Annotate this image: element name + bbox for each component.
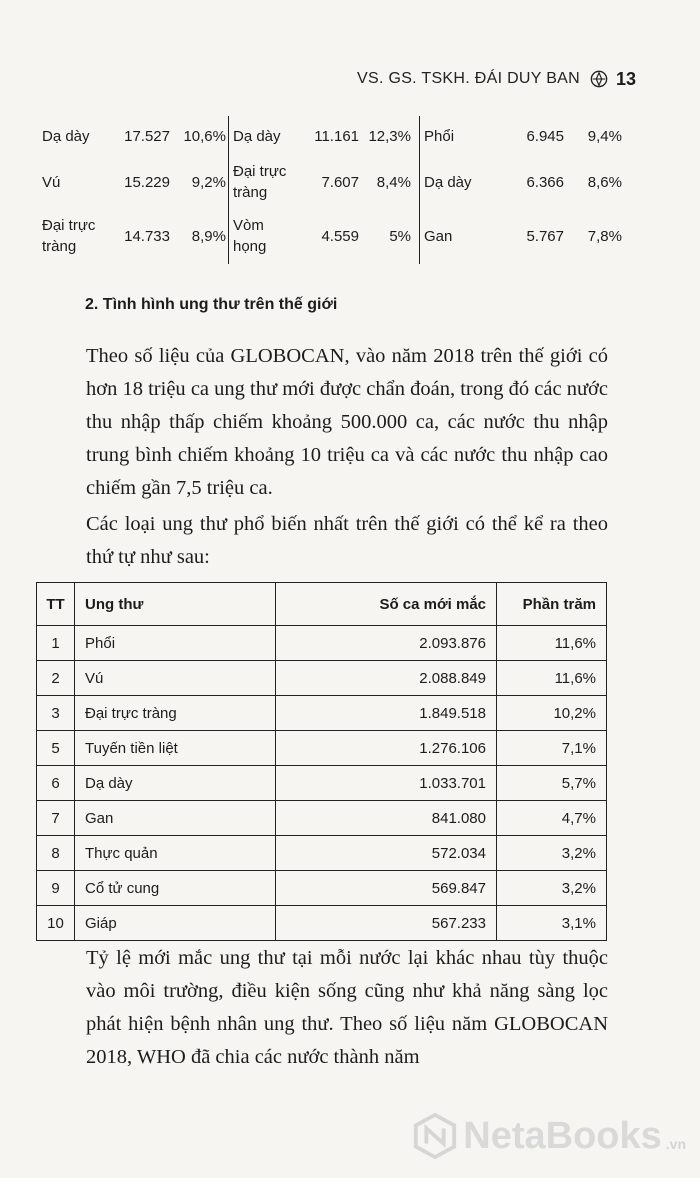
table-row xyxy=(37,801,607,836)
cell-name: Giáp xyxy=(75,906,276,941)
page-number: 13 xyxy=(616,69,637,89)
cell-pct: 8,9% xyxy=(191,227,226,245)
cell-tt: 7 xyxy=(37,801,75,836)
table-row xyxy=(42,116,638,156)
cell-name: Gan xyxy=(424,227,453,245)
watermark xyxy=(411,1112,686,1160)
cell-pct: 10,2% xyxy=(497,696,607,731)
cell-count: 1.033.701 xyxy=(276,766,497,801)
cell-count: 5.767 xyxy=(526,227,564,245)
cell-count: 567.233 xyxy=(276,906,497,941)
cell-tt: 8 xyxy=(37,836,75,871)
watermark-brand: NetaBooks xyxy=(463,1114,662,1157)
cell-tt: 6 xyxy=(37,766,75,801)
paragraph xyxy=(86,508,608,574)
regional-cancer-table xyxy=(42,116,638,264)
cell-pct: 5% xyxy=(389,227,411,245)
header-count: Số ca mới mắc xyxy=(276,583,497,626)
table-header-row xyxy=(37,583,607,626)
cell-pct: 8,4% xyxy=(376,173,411,191)
cell-tt: 3 xyxy=(37,696,75,731)
cell-pct: 5,7% xyxy=(497,766,607,801)
cell-name: Đại trực tràng xyxy=(233,163,287,201)
table-row xyxy=(42,208,638,264)
cell-pct: 11,6% xyxy=(497,626,607,661)
cell-count: 2.093.876 xyxy=(276,626,497,661)
table-row xyxy=(37,871,607,906)
paragraph xyxy=(86,340,608,505)
cell-pct: 4,7% xyxy=(497,801,607,836)
paragraph xyxy=(86,942,608,1074)
cell-pct: 12,3% xyxy=(368,127,411,145)
table-row xyxy=(37,661,607,696)
table-row xyxy=(37,836,607,871)
cell-pct: 3,2% xyxy=(497,871,607,906)
cell-name: Đại trực tràng xyxy=(42,217,96,255)
cell-count: 6.366 xyxy=(526,173,564,191)
cell-name: Vú xyxy=(75,661,276,696)
cell-count: 569.847 xyxy=(276,871,497,906)
cell-pct: 3,2% xyxy=(497,836,607,871)
cell-count: 572.034 xyxy=(276,836,497,871)
publisher-logo-icon xyxy=(590,70,608,88)
cell-tt: 9 xyxy=(37,871,75,906)
global-cancer-table xyxy=(36,582,607,941)
table-row xyxy=(37,766,607,801)
cell-count: 4.559 xyxy=(321,227,359,245)
cell-name: Dạ dày xyxy=(424,173,472,191)
running-header xyxy=(357,64,608,94)
cell-pct: 11,6% xyxy=(497,661,607,696)
cell-count: 6.945 xyxy=(526,127,564,145)
cell-name: Thực quản xyxy=(75,836,276,871)
cell-count: 1.849.518 xyxy=(276,696,497,731)
table-row xyxy=(37,731,607,766)
header-tt: TT xyxy=(37,583,75,626)
table-row xyxy=(37,906,607,941)
cell-pct: 7,1% xyxy=(497,731,607,766)
cell-tt: 5 xyxy=(37,731,75,766)
cell-count: 2.088.849 xyxy=(276,661,497,696)
cell-pct: 8,6% xyxy=(587,173,622,191)
cell-count: 17.527 xyxy=(124,127,170,145)
cell-name: Dạ dày xyxy=(75,766,276,801)
paragraph-text: Các loại ung thư phổ biến nhất trên thế giới có thể kể ra theo thứ tự như sau: xyxy=(86,513,608,568)
cell-tt: 1 xyxy=(37,626,75,661)
table-row xyxy=(42,156,638,208)
header-name: Ung thư xyxy=(75,583,276,626)
cell-count: 14.733 xyxy=(124,227,170,245)
table-row xyxy=(37,626,607,661)
cell-pct: 3,1% xyxy=(497,906,607,941)
cell-count: 15.229 xyxy=(124,173,170,191)
cell-name: Đại trực tràng xyxy=(75,696,276,731)
cell-name: Vòm họng xyxy=(233,217,267,255)
cell-tt: 2 xyxy=(37,661,75,696)
cell-count: 7.607 xyxy=(321,173,359,191)
table-row xyxy=(37,696,607,731)
cell-name: Dạ dày xyxy=(233,127,281,145)
cell-count: 841.080 xyxy=(276,801,497,836)
cell-pct: 10,6% xyxy=(183,127,226,145)
cell-name: Tuyến tiền liệt xyxy=(75,731,276,766)
cell-pct: 9,2% xyxy=(191,173,226,191)
running-title: VS. GS. TSKH. ĐÁI DUY BAN xyxy=(357,70,580,87)
cell-pct: 9,4% xyxy=(587,127,622,145)
cell-count: 1.276.106 xyxy=(276,731,497,766)
cell-pct: 7,8% xyxy=(587,227,622,245)
header-pct: Phần trăm xyxy=(497,583,607,626)
cell-name: Vú xyxy=(42,173,61,191)
cell-tt: 10 xyxy=(37,906,75,941)
cell-count: 11.161 xyxy=(314,127,359,145)
watermark-suffix: .vn xyxy=(665,1136,686,1152)
cell-name: Dạ dày xyxy=(42,127,90,145)
paragraph-text: Tỷ lệ mới mắc ung thư tại mỗi nước lại khác nhau tùy thuộc vào môi trường, điều kiện sống cũng như khả năng sàng lọc phát hiện bệnh nhân ung thư. Theo số liệu năm GLOBOCAN 2018, WHO đã chia các nước thành năm xyxy=(86,947,608,1068)
netabooks-logo-icon xyxy=(411,1112,459,1160)
cell-name: Phổi xyxy=(75,626,276,661)
paragraph-text: Theo số liệu của GLOBOCAN, vào năm 2018 trên thế giới có hơn 18 triệu ca ung thư mới được chẩn đoán, trong đó các nước thu nhập thấp chiếm khoảng 500.000 ca, các nước thu nhập trung bình chiếm khoảng 10 triệu ca và các nước thu nhập cao chiếm gần 7,5 triệu ca. xyxy=(86,345,608,499)
cell-name: Cổ tử cung xyxy=(75,871,276,906)
cell-name: Gan xyxy=(75,801,276,836)
section-heading: 2. Tình hình ung thư trên thế giới xyxy=(85,296,338,313)
cell-name: Phổi xyxy=(424,127,455,145)
